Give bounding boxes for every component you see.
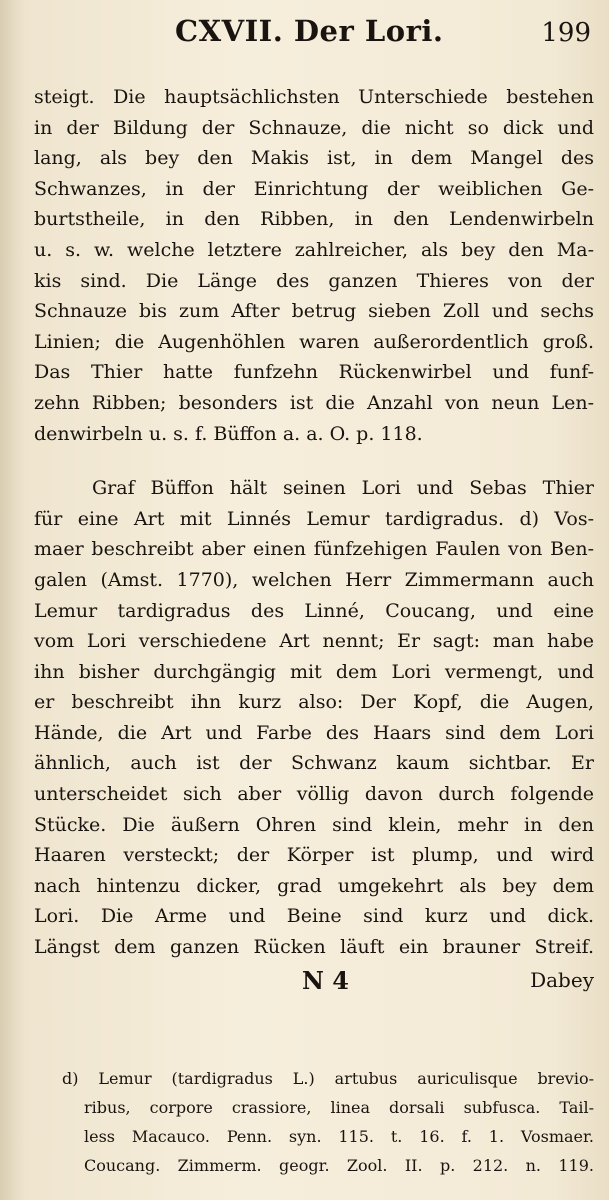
text-line: steigt. Die hauptsächlichsten Unterschiede bestehen bbox=[34, 86, 594, 108]
page-footer bbox=[34, 966, 594, 1000]
page-number: 199 bbox=[541, 18, 591, 48]
paragraph-1 bbox=[34, 82, 594, 449]
footnote-line: Coucang. Zimmerm. geogr. Zool. II. p. 212. n. 119. bbox=[84, 1156, 594, 1175]
text-line: ihn bisher durchgängig mit dem Lori vermengt, und bbox=[34, 660, 594, 683]
text-line: maer beschreibt aber einen fünfzehigen Faulen von Ben- bbox=[34, 538, 594, 561]
text-line: er beschreibt ihn kurz also: Der Kopf, die Augen, bbox=[34, 691, 594, 714]
text-line: Lori. Die Arme und Beine sind kurz und dick. bbox=[34, 905, 594, 928]
text-line: Linien; die Augenhöhlen waren außerordentlich groß. bbox=[34, 330, 594, 353]
text-line: Das Thier hatte funfzehn Rückenwirbel und funf- bbox=[34, 361, 594, 384]
text-line: kis sind. Die Länge des ganzen Thieres von der bbox=[34, 269, 594, 292]
text-line: denwirbeln u. s. f. Büffon a. a. O. p. 118. bbox=[34, 422, 423, 445]
text-line: burtstheile, in den Ribben, in den Lendenwirbeln bbox=[34, 208, 594, 231]
footnote-line: ribus, corpore crassiore, linea dorsali subfusca. Tail- bbox=[84, 1098, 594, 1117]
text-line: Schnauze bis zum After betrug sieben Zoll und sechs bbox=[34, 300, 594, 323]
text-line: Haaren versteckt; der Körper ist plump, und wird bbox=[34, 844, 594, 867]
text-line: unterscheidet sich aber völlig davon durch folgende bbox=[34, 783, 594, 806]
text-line: Graf Büffon hält seinen Lori und Sebas Thier bbox=[92, 477, 594, 500]
signature-mark: N 4 bbox=[302, 966, 349, 995]
text-line: Lemur tardigradus des Linné, Coucang, und eine bbox=[34, 599, 594, 622]
paragraph-2 bbox=[34, 473, 594, 963]
text-line: in der Bildung der Schnauze, die nicht so dick und bbox=[34, 116, 594, 139]
text-line: ähnlich, auch ist der Schwanz kaum sichtbar. Er bbox=[34, 752, 594, 775]
text-line: für eine Art mit Linnés Lemur tardigradus. d) Vos- bbox=[34, 507, 594, 530]
text-line: u. s. w. welche letztere zahlreicher, als bey den Ma- bbox=[34, 238, 594, 261]
catchword: Dabey bbox=[530, 968, 594, 992]
text-line: vom Lori verschiedene Art nennt; Er sagt: man habe bbox=[34, 630, 594, 653]
text-line: Hände, die Art und Farbe des Haars sind dem Lori bbox=[34, 721, 594, 744]
running-head: CXVII. Der Lori. bbox=[175, 14, 444, 48]
footnote bbox=[62, 1064, 594, 1180]
text-line: Längst dem ganzen Rücken läuft ein brauner Streif. bbox=[34, 936, 594, 959]
text-line: nach hintenzu dicker, grad umgekehrt als bey dem bbox=[34, 874, 594, 897]
footnote-line: d) Lemur (tardigradus L.) artubus auriculisque brevio- bbox=[62, 1069, 594, 1088]
text-line: galen (Amst. 1770), welchen Herr Zimmermann auch bbox=[34, 568, 594, 591]
paragraph-gap bbox=[34, 449, 594, 473]
text-line: Schwanzes, in der Einrichtung der weiblichen Ge- bbox=[34, 177, 594, 200]
text-line: Stücke. Die äußern Ohren sind klein, mehr in den bbox=[34, 813, 594, 836]
text-line: zehn Ribben; besonders ist die Anzahl von neun Len- bbox=[34, 391, 594, 414]
text-line: lang, als bey den Makis ist, in dem Mangel des bbox=[34, 147, 594, 170]
footnote-line: less Macauco. Penn. syn. 115. t. 16. f. 1. Vosmaer. bbox=[84, 1127, 594, 1146]
page-header bbox=[0, 10, 609, 54]
body-text bbox=[34, 82, 594, 963]
